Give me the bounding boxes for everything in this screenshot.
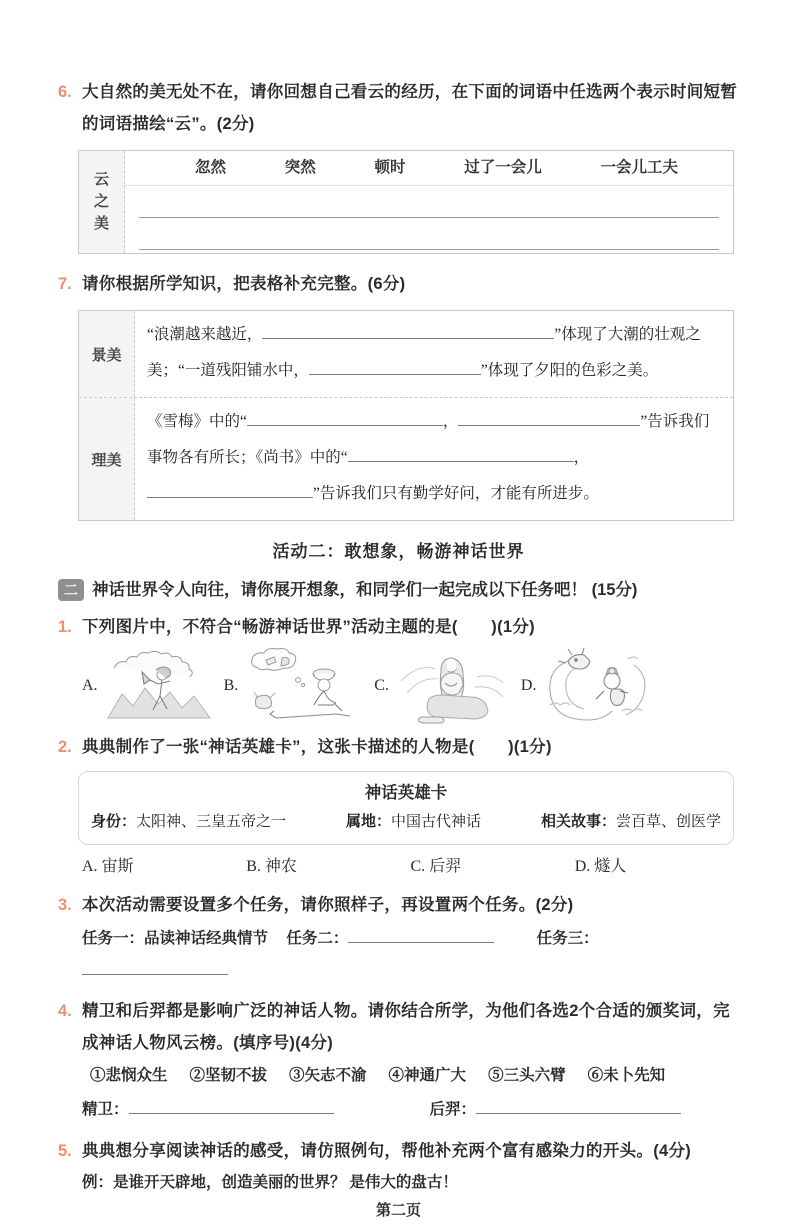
jingwei-label: 精卫： bbox=[82, 1101, 129, 1118]
award-word: ⑤三头六臂 bbox=[488, 1067, 566, 1084]
answer-blank bbox=[129, 1100, 334, 1114]
identity-value: 太阳神、三皇五帝之一 bbox=[136, 814, 287, 830]
text-segment: ”告诉我们事物各有所长；《尚书》中的“ bbox=[147, 413, 710, 466]
option-a-label: A. bbox=[82, 677, 98, 694]
answer-line bbox=[139, 186, 719, 218]
hero-card-fields bbox=[91, 810, 721, 834]
option-b-label: B. bbox=[223, 677, 239, 694]
choice-c: C. 后羿 bbox=[410, 858, 462, 875]
option-c-label: C. bbox=[374, 677, 389, 694]
word-option: 过了一会儿 bbox=[464, 159, 542, 176]
section-2-header bbox=[58, 575, 739, 605]
word-option: 突然 bbox=[284, 159, 316, 176]
question-3-number: 3. bbox=[58, 896, 72, 914]
question-2 bbox=[58, 731, 739, 881]
option-a bbox=[82, 648, 218, 724]
answer-blank bbox=[309, 361, 481, 375]
text-segment: ”告诉我们只有勤学好问，才能有所进步。 bbox=[313, 485, 599, 502]
question-7-stem: 请你根据所学知识，把表格补充完整。(6分) bbox=[82, 275, 406, 293]
option-d-label: D. bbox=[520, 677, 537, 694]
question-2-choices bbox=[82, 853, 739, 881]
row-content-reason bbox=[135, 398, 733, 520]
answer-line bbox=[139, 218, 719, 250]
question-1-options bbox=[82, 647, 739, 725]
option-d bbox=[521, 647, 659, 725]
hero-card-identity bbox=[91, 810, 286, 834]
question-4-stem: 精卫和后羿都是影响广泛的神话人物。请你结合所学，为他们各选2个合适的颁奖词，完成神话人物风云榜。(填序号)(4分) bbox=[82, 1002, 730, 1052]
task-3-label: 任务三： bbox=[536, 930, 599, 947]
question-1-number: 1. bbox=[58, 618, 72, 636]
question-5 bbox=[58, 1135, 739, 1199]
row-content-scenic bbox=[135, 311, 733, 397]
answer-blank bbox=[147, 484, 313, 498]
answer-blank bbox=[82, 961, 228, 975]
activity-2-title: 活动二：敢想象，畅游神话世界 bbox=[272, 542, 525, 561]
question-6-number: 6. bbox=[58, 83, 72, 101]
question-6 bbox=[58, 76, 739, 254]
nvwa-illustration bbox=[391, 647, 515, 725]
stories-value: 尝百草、创医学 bbox=[615, 814, 721, 830]
farmer-stump-illustration bbox=[240, 648, 368, 724]
origin-value: 中国古代神话 bbox=[391, 814, 482, 830]
task-2-label: 任务二： bbox=[286, 930, 349, 947]
answer-lines-area bbox=[125, 186, 733, 253]
question-5-number: 5. bbox=[58, 1142, 72, 1160]
award-word: ②坚韧不拔 bbox=[189, 1067, 268, 1084]
beauty-table bbox=[78, 310, 734, 521]
text-segment: ”体现了大潮的壮观之美；“一道残阳铺水中， bbox=[147, 326, 701, 379]
hero-card-title: 神话英雄卡 bbox=[364, 784, 448, 802]
award-word: ③矢志不渝 bbox=[289, 1067, 367, 1084]
section-2-marker: 二 bbox=[58, 579, 84, 601]
text-segment: ， bbox=[442, 413, 459, 430]
cloud-description-table bbox=[78, 150, 734, 254]
question-1 bbox=[58, 611, 739, 725]
option-b bbox=[224, 648, 369, 724]
question-2-number: 2. bbox=[58, 738, 72, 756]
answer-blank bbox=[348, 448, 574, 462]
nezha-dragon-illustration bbox=[538, 647, 658, 725]
pangu-mountain-illustration bbox=[100, 648, 218, 724]
myth-hero-card bbox=[78, 771, 734, 845]
choice-b: B. 神农 bbox=[246, 858, 297, 875]
question-5-stem: 典典想分享阅读神话的感受，请仿照例句，帮他补充两个富有感染力的开头。(4分) bbox=[82, 1142, 692, 1160]
row-header-scenic: 景美 bbox=[79, 311, 135, 397]
table-row-reason-beauty bbox=[79, 397, 733, 520]
example-sentence: 例：是谁开天辟地，创造美丽的世界？ 是伟大的盘古！ bbox=[82, 1174, 458, 1191]
question-2-stem: 典典制作了一张“神话英雄卡”，这张卡描述的人物是( )(1分) bbox=[82, 738, 552, 756]
cloud-table-row-header bbox=[79, 151, 125, 253]
text-segment: ， bbox=[573, 449, 590, 466]
stories-label: 相关故事： bbox=[540, 814, 616, 830]
award-word-options bbox=[90, 1061, 739, 1091]
page-number: 第二页 bbox=[375, 1202, 421, 1219]
word-option: 一会儿工夫 bbox=[600, 159, 678, 176]
award-word: ⑥未卜先知 bbox=[587, 1067, 666, 1084]
task-1-label: 任务一： bbox=[82, 930, 145, 947]
answer-blank bbox=[476, 1100, 681, 1114]
question-3-stem: 本次活动需要设置多个任务，请你照样子，再设置两个任务。(2分) bbox=[82, 896, 574, 914]
origin-label: 属地： bbox=[345, 814, 391, 830]
question-1-stem: 下列图片中，不符合“畅游神话世界”活动主题的是( )(1分) bbox=[82, 618, 535, 636]
question-3 bbox=[58, 889, 739, 987]
section-2-intro: 神话世界令人向往，请你展开想象，和同学们一起完成以下任务吧！ (15分) bbox=[92, 581, 638, 599]
houyi-label: 后羿： bbox=[429, 1101, 477, 1118]
award-word: ④神通广大 bbox=[388, 1067, 467, 1084]
task-1-value: 品读神话经典情节 bbox=[144, 930, 269, 947]
word-option: 忽然 bbox=[195, 159, 227, 176]
answer-blank bbox=[458, 412, 640, 426]
word-option: 顿时 bbox=[374, 159, 406, 176]
question-4 bbox=[58, 995, 739, 1127]
task-line bbox=[82, 923, 739, 987]
award-word: ①悲悯众生 bbox=[90, 1067, 168, 1084]
option-c bbox=[374, 647, 515, 725]
question-7 bbox=[58, 268, 739, 521]
answer-blank bbox=[247, 412, 443, 426]
time-word-options bbox=[125, 151, 733, 186]
cloud-table-body bbox=[125, 151, 733, 253]
text-segment: ”体现了夕阳的色彩之美。 bbox=[480, 362, 659, 379]
cloud-table-header-label: 云之美 bbox=[93, 171, 109, 232]
answer-blank bbox=[262, 325, 554, 339]
table-row-scenic-beauty bbox=[79, 311, 733, 397]
choice-d: D. 燧人 bbox=[574, 858, 627, 875]
choice-a: A. 宙斯 bbox=[82, 858, 134, 875]
question-4-number: 4. bbox=[58, 1002, 72, 1020]
identity-label: 身份： bbox=[91, 814, 137, 830]
question-7-number: 7. bbox=[58, 275, 72, 293]
question-6-stem: 大自然的美无处不在，请你回想自己看云的经历，在下面的词语中任选两个表示时间短暂的词语描绘“云”。(2分) bbox=[82, 83, 738, 133]
text-segment: “浪潮越来越近， bbox=[147, 326, 263, 343]
hero-card-origin bbox=[346, 810, 481, 834]
hero-card-stories bbox=[541, 810, 721, 834]
answer-blank bbox=[348, 929, 494, 943]
text-segment: 《雪梅》中的“ bbox=[147, 413, 247, 430]
row-header-reason: 理美 bbox=[79, 398, 135, 520]
